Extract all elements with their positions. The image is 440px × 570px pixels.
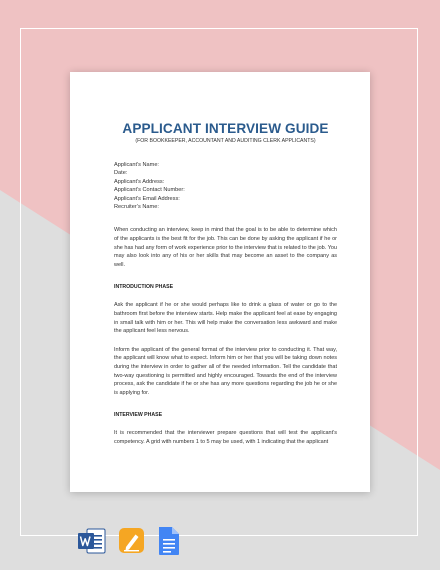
introduction-phase-heading: INTRODUCTION PHASE (114, 284, 174, 291)
interview-phase-heading: INTERVIEW PHASE (114, 412, 163, 419)
google-docs-icon[interactable] (158, 526, 180, 556)
interview-paragraph-1: It is recommended that the interviewer prepare questions that will test the applicant’s competency. A grid with numbers 1 to 5 may be used, with 1 indicating that the applicant (114, 430, 337, 445)
field-applicant-name: Applicant’s Name: (114, 162, 159, 168)
app-icons (78, 526, 188, 556)
introduction-paragraph-2: Inform the applicant of the general format of the interview prior to conducting it. That way, the applicant will know what to expect. Inform him or her that you will be taking down notes during the interview in order to gather all of the needed information. Tell the candidate that two-way questioning is permitted and highly encouraged. Towards the end of the interview process, ask the candidate if he or she has any more questions regarding the job he or she is applying for. (114, 346, 337, 396)
document-title: APPLICANT INTERVIEW GUIDE (122, 121, 329, 136)
field-applicant-address: Applicant’s Address: (114, 178, 165, 185)
pages-icon[interactable] (119, 526, 145, 556)
document-content (114, 121, 337, 447)
field-recruiter-name: Recruiter’s Name: (114, 204, 159, 211)
document-subtitle: (FOR BOOKKEEPER, ACCOUNTANT AND AUDITING CLERK APPLICANTS) (135, 138, 316, 144)
field-contact-number: Applicant’s Contact Number: (114, 187, 185, 194)
field-email-address: Applicant’s Email Address: (114, 195, 180, 202)
field-date: Date: (114, 170, 128, 177)
intro-paragraph: When conducting an interview, keep in mind that the goal is to be able to determine which of the applicants is the best fit for the job. This can be done by asking the applicant if he or she has had any form of work experience prior to the interview that is related to the job. You may also look into any of his or her skills that may become an asset to the company as well. (114, 227, 337, 268)
applicant-fields (114, 161, 337, 211)
word-icon[interactable] (78, 526, 106, 556)
introduction-paragraph-1: Ask the applicant if he or she would perhaps like to drink a glass of water or go to the bathroom first before the interview starts. Help make the applicant feel at ease by engaging in small talk with him or her. This will help make the conversation less awkward and make the applicant feel less nervous. (114, 302, 337, 335)
document-page (70, 72, 370, 492)
